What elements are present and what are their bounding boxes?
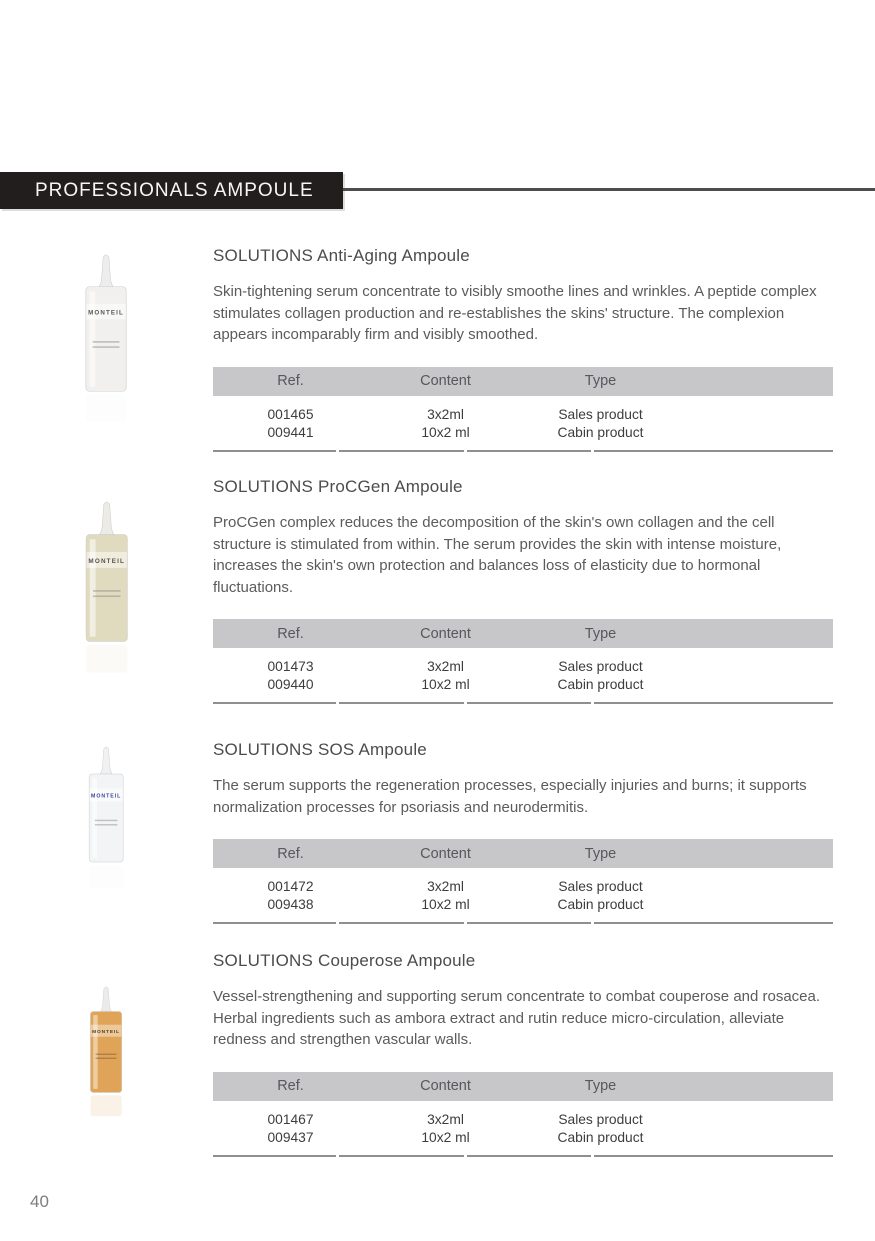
ampoule-image: [82, 983, 130, 1121]
table-header-row: [213, 619, 833, 648]
table-bottom-rule: [213, 702, 833, 704]
cell-type: Cabin product: [557, 897, 644, 912]
cell-content: 10x2 ml: [421, 424, 470, 440]
ampoule-brand-label: MONTEIL: [92, 1030, 121, 1036]
product-description: The serum supports the regeneration processes, especially injuries and burns; it supports normalization processes for psoriasis and neurodermitis.: [213, 777, 807, 816]
table-header-row: [213, 1072, 833, 1101]
table-row: [213, 406, 833, 424]
cell-ref: 009441: [267, 424, 314, 440]
product-description: Vessel-strengthening and supporting serum concentrate to combat couperose and rosacea. Herbal ingredients such as ambora extract and rutin reduce micro-circulation, alleviate redness and strengthen vascular walls.: [213, 988, 821, 1048]
table-body: [213, 868, 833, 922]
cell-type: Cabin product: [557, 424, 644, 440]
table-header-row: [213, 367, 833, 396]
page-section-title: PROFESSIONALS AMPOULE: [35, 179, 314, 201]
table-header-ref: Ref.: [277, 373, 304, 389]
table-body: [213, 648, 833, 702]
table-body: [213, 1101, 833, 1155]
ampoule-label-line: [93, 346, 120, 348]
product-title: SOLUTIONS ProCGen Ampoule: [213, 477, 463, 496]
product-table: [213, 839, 833, 924]
ampoule-image: [75, 250, 137, 428]
table-header-content: Content: [420, 373, 471, 389]
product-description: ProCGen complex reduces the decomposition of the skin's own collagen and the cell structure is stimulated from within. The serum provides the skin with intense moisture, increases the skin's own protection and balances loss of elasticity due to hormonal fluctuations.: [213, 514, 782, 596]
ampoule-label-line: [95, 820, 118, 821]
product-table: [213, 619, 833, 704]
ampoule-tip: [99, 255, 113, 287]
ampoule-reflection: [89, 865, 123, 888]
header-rule: [343, 188, 875, 191]
cell-content: 10x2 ml: [421, 897, 470, 912]
cell-ref: 009438: [267, 897, 314, 912]
cell-ref: 009437: [267, 1129, 314, 1145]
ampoule-label-line: [93, 341, 120, 343]
product-info: [213, 246, 833, 452]
cell-type: Cabin product: [557, 677, 644, 692]
cell-content: 10x2 ml: [421, 1129, 470, 1145]
ampoule-label-line: [96, 1054, 117, 1055]
product-image-cell: [0, 246, 213, 452]
cell-ref: 001465: [267, 406, 314, 422]
ampoule-reflection: [86, 645, 127, 673]
ampoule-tip: [101, 987, 112, 1012]
table-header-type: Type: [584, 373, 617, 389]
ampoule-reflection: [91, 1095, 122, 1116]
product-table: [213, 1072, 833, 1157]
cell-content: 10x2 ml: [421, 677, 470, 692]
table-header-type: Type: [584, 1078, 617, 1094]
ampoule-tip: [101, 747, 113, 774]
table-header-type: Type: [584, 845, 617, 862]
cell-type: Sales product: [558, 659, 643, 674]
product-section: [0, 740, 875, 924]
table-header-content: Content: [420, 625, 471, 642]
cell-ref: 001472: [267, 879, 314, 894]
product-title: SOLUTIONS Couperose Ampoule: [213, 951, 476, 970]
product-info: [213, 740, 833, 924]
product-image-cell: [0, 740, 213, 924]
table-header-content: Content: [420, 1078, 471, 1094]
table-body: [213, 396, 833, 450]
table-row: [213, 896, 833, 914]
ampoule-brand-label: MONTEIL: [88, 558, 125, 566]
product-image-cell: [0, 477, 213, 704]
product-info: [213, 477, 833, 704]
table-row: [213, 676, 833, 694]
cell-ref: 009440: [267, 677, 314, 692]
table-header-row: [213, 839, 833, 868]
product-title: SOLUTIONS Anti-Aging Ampoule: [213, 246, 470, 265]
cell-content: 3x2ml: [427, 1111, 464, 1127]
cell-content: 3x2ml: [427, 406, 464, 422]
product-section: [0, 477, 875, 704]
ampoule-reflection: [86, 395, 126, 422]
cell-type: Sales product: [558, 879, 643, 894]
table-row: [213, 424, 833, 442]
product-section: [0, 246, 875, 452]
table-bottom-rule: [213, 1155, 833, 1157]
table-bottom-rule: [213, 922, 833, 924]
table-header-type: Type: [584, 625, 617, 642]
cell-content: 3x2ml: [427, 659, 464, 674]
ampoule-image: [80, 743, 132, 893]
page-number: 40: [30, 1192, 49, 1211]
table-bottom-rule: [213, 450, 833, 452]
ampoule-image: [75, 497, 138, 679]
product-description: Skin-tightening serum concentrate to visibly smoothe lines and wrinkles. A peptide complex stimulates collagen production and re-establishes the skins' structure. The complexion appears incomparably firm and visibly smoothed.: [213, 283, 817, 343]
ampoule-brand-label: MONTEIL: [91, 793, 122, 800]
ampoule-brand-label: MONTEIL: [88, 309, 125, 317]
cell-type: Cabin product: [557, 1129, 644, 1145]
section-header-band: [0, 172, 343, 209]
table-header-content: Content: [420, 845, 471, 862]
ampoule-tip: [99, 502, 113, 535]
ampoule-label-line: [95, 824, 118, 825]
product-info: [213, 951, 833, 1157]
table-row: [213, 1111, 833, 1129]
cell-type: Sales product: [558, 406, 643, 422]
table-row: [213, 658, 833, 676]
cell-ref: 001467: [267, 1111, 314, 1127]
cell-content: 3x2ml: [427, 879, 464, 894]
table-header-ref: Ref.: [277, 1078, 304, 1094]
ampoule-label-line: [93, 590, 121, 592]
table-row: [213, 1129, 833, 1147]
ampoule-label-line: [96, 1058, 117, 1059]
cell-ref: 001473: [267, 659, 314, 674]
product-image-cell: [0, 951, 213, 1157]
table-row: [213, 878, 833, 896]
table-header-ref: Ref.: [277, 625, 304, 642]
table-header-ref: Ref.: [277, 845, 304, 862]
ampoule-label-line: [93, 595, 121, 597]
product-title: SOLUTIONS SOS Ampoule: [213, 740, 427, 759]
product-table: [213, 367, 833, 452]
product-section: [0, 951, 875, 1157]
cell-type: Sales product: [558, 1111, 643, 1127]
